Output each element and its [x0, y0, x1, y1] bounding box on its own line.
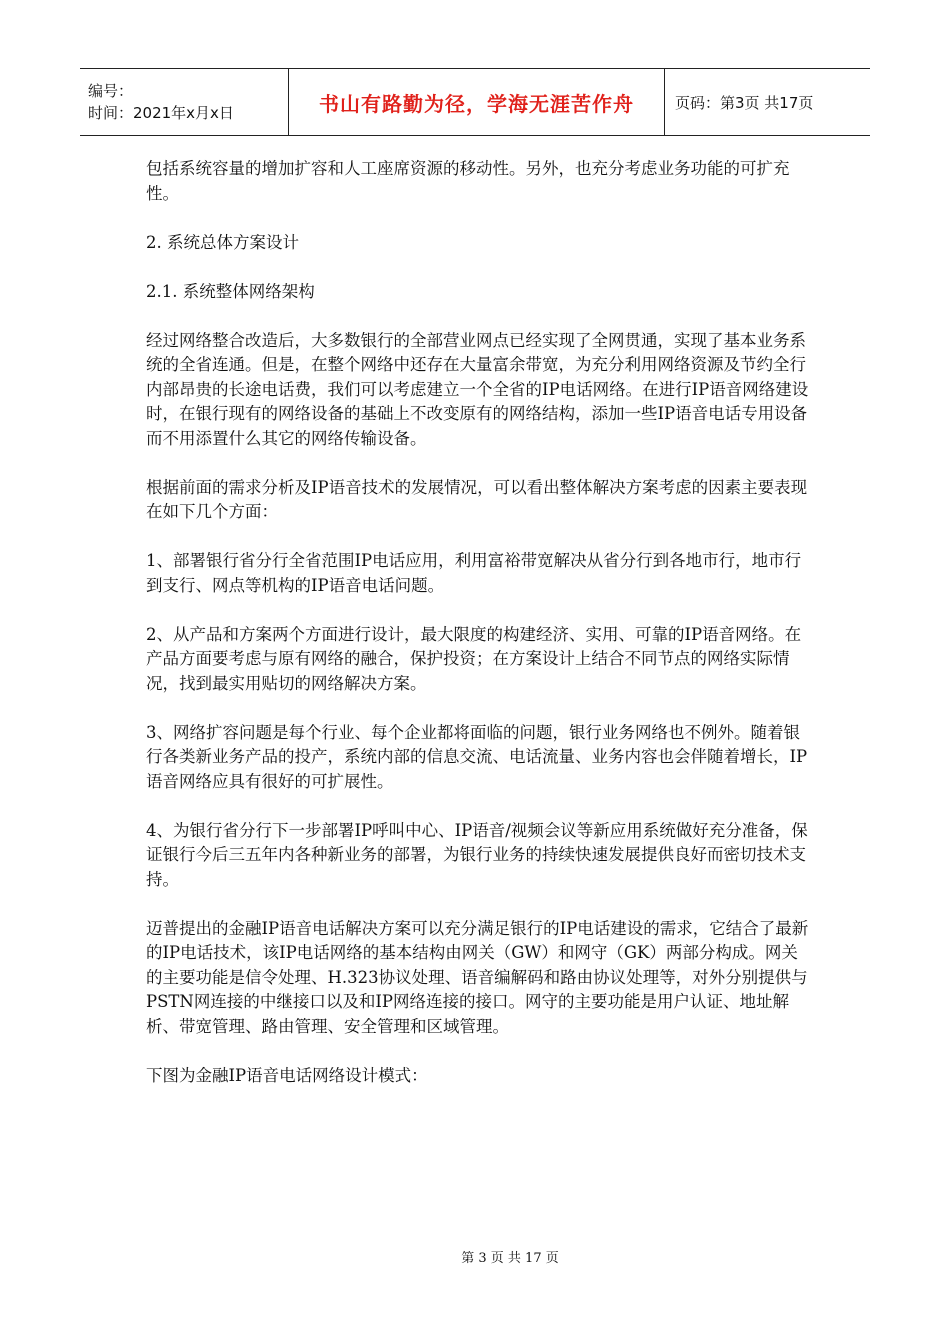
document-number-label: 编号： — [88, 82, 134, 100]
list-item: 2、从产品和方案两个方面进行设计，最大限度的构建经济、实用、可靠的IP语音网络。在产品方面要考虑与原有网络的融合，保护投资；在方案设计上结合不同节点的网络实际情况，找到最实用贴切的网络解决方案。 — [146, 624, 802, 693]
paragraph: 下图为金融IP语音电话网络设计模式： — [146, 1065, 428, 1085]
header-motto: 书山有路勤为径，学海无涯苦作舟 — [289, 69, 665, 135]
list-item: 4、为银行省分行下一步部署IP呼叫中心、IP语音/视频会议等新应用系统做好充分准备，保证银行今后三五年内各种新业务的部署，为银行业务的持续快速发展提供良好而密切技术支持。 — [146, 820, 808, 889]
document-body — [146, 157, 811, 1113]
header-page-info: 页码：第3页 共17页 — [675, 93, 814, 112]
header-meta — [80, 69, 289, 135]
paragraph: 根据前面的需求分析及IP语音技术的发展情况，可以看出整体解决方案考虑的因素主要表现在如下几个方面： — [146, 477, 808, 521]
page-footer: 第 3 页 共 17 页 — [461, 1251, 559, 1266]
list-item: 1、部署银行省分行全省范围IP电话应用，利用富裕带宽解决从省分行到各地市行，地市行到支行、网点等机构的IP语音电话问题。 — [146, 551, 802, 595]
list-item: 3、网络扩容问题是每个行业、每个企业都将面临的问题，银行业务网络也不例外。随着银行各类新业务产品的投产，系统内部的信息交流、电话流量、业务内容也会伴随着增长，IP语音网络应具有很好的可扩展性。 — [146, 722, 808, 791]
paragraph: 迈普提出的金融IP语音电话解决方案可以充分满足银行的IP电话建设的需求，它结合了最新的IP电话技术，该IP电话网络的基本结构由网关（GW）和网守（GK）两部分构成。网关的主要功能是信令处理、H.323协议处理、语音编解码和路由协议处理等，对外分别提供与PSTN网连接的中继接口以及和IP网络连接的接口。网守的主要功能是用户认证、地址解析、带宽管理、路由管理、安全管理和区域管理。 — [146, 918, 809, 1036]
section-heading: 2. 系统总体方案设计 — [146, 232, 299, 252]
page-header — [80, 68, 870, 136]
document-date-label: 时间：2021年x月x日 — [88, 104, 234, 122]
paragraph: 经过网络整合改造后，大多数银行的全部营业网点已经实现了全网贯通，实现了基本业务系统的全省连通。但是，在整个网络中还存在大量富余带宽，为充分利用网络资源及节约全行内部昂贵的长途电话费，我们可以考虑建立一个全省的IP电话网络。在进行IP语音网络建设时，在银行现有的网络设备的基础上不改变原有的网络结构，添加一些IP语音电话专用设备而不用添置什么其它的网络传输设备。 — [146, 330, 809, 448]
paragraph: 包括系统容量的增加扩容和人工座席资源的移动性。另外，也充分考虑业务功能的可扩充性。 — [146, 159, 790, 203]
subsection-heading: 2.1. 系统整体网络架构 — [146, 281, 315, 301]
